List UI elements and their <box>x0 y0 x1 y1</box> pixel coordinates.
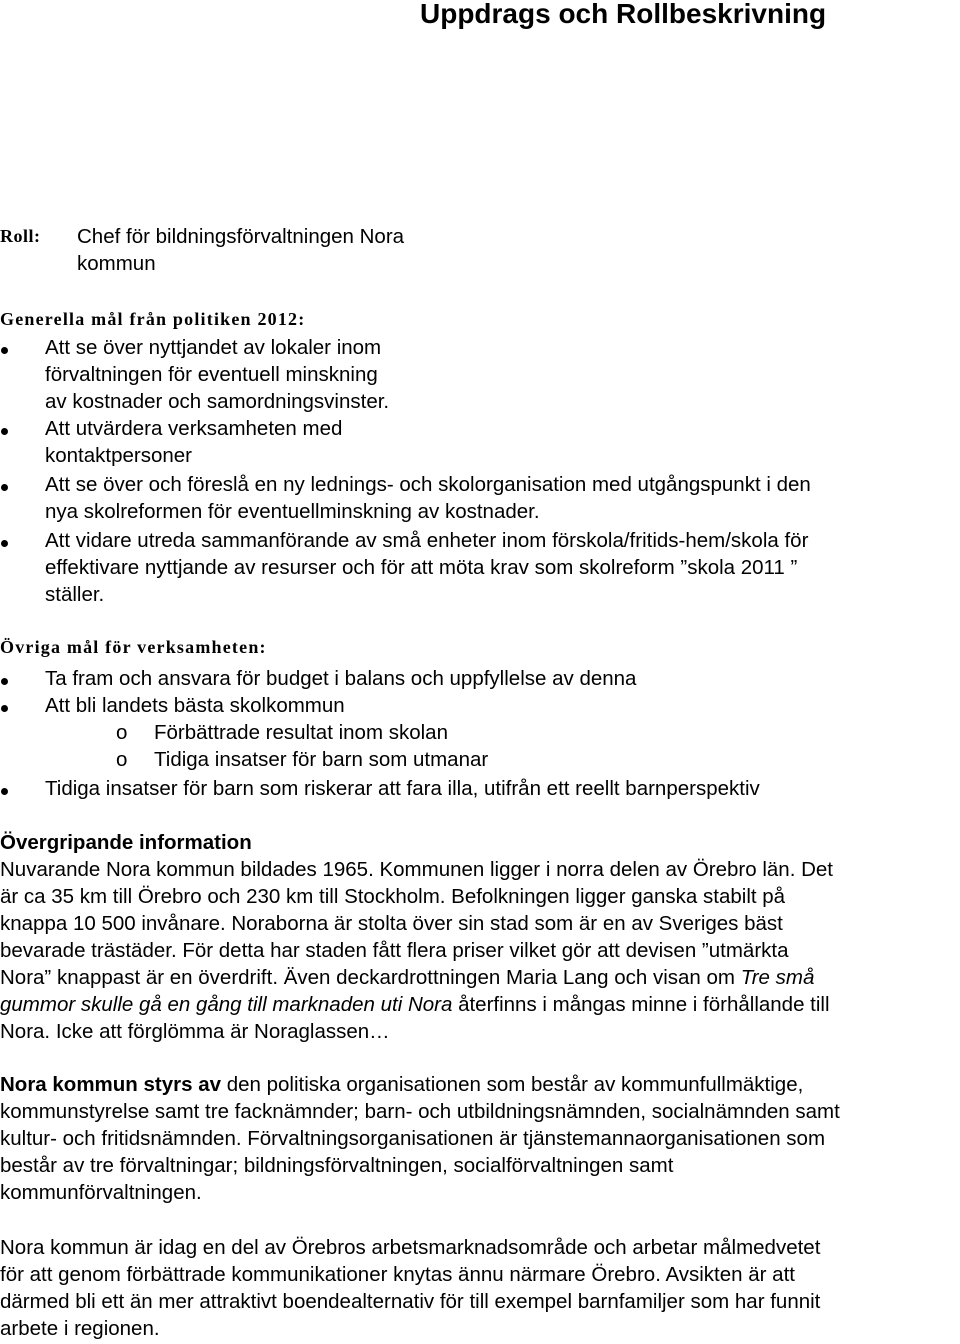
circle-marker-icon: o <box>116 748 128 771</box>
bullet-icon <box>1 347 8 354</box>
bullet-icon <box>1 705 8 712</box>
bullet-icon <box>1 788 8 795</box>
ovriga-heading: Övriga mål för verksamheten: <box>0 637 267 657</box>
generella-heading: Generella mål från politiken 2012: <box>0 309 306 329</box>
overgripande-heading: Övergripande information <box>0 831 252 854</box>
region-paragraph: Nora kommun är idag en del av Örebros arbetsmarknadsområde och arbetar målmedvetet för att genom förbättrade kommunikationer knytas ännu närmare Örebro. Avsikten är att därmed bli ett än mer attraktivt boendealternativ för till exempel barnfamiljer som har funnit arbete i regionen. <box>0 1236 821 1340</box>
roll-label: Roll: <box>0 226 41 246</box>
list-item: Att utvärdera verksamheten med kontaktpersoner <box>0 415 960 469</box>
list-item: Att vidare utreda sammanförande av små enheter inom förskola/fritids-hem/skola för effektivare nyttjande av resurser och för att möta krav som skolreform ”skola 2011 ” ställer. <box>0 527 960 608</box>
list-item: Ta fram och ansvara för budget i balans och uppfyllelse av denna <box>0 665 960 692</box>
list-item: Tidiga insatser för barn som riskerar att fara illa, utifrån ett reellt barnperspektiv <box>0 775 960 802</box>
sub-list-item: o Tidiga insatser för barn som utmanar <box>116 748 489 771</box>
bullet-icon <box>1 678 8 685</box>
list-item: Att bli landets bästa skolkommun <box>0 692 960 719</box>
sub-list-item: o Förbättrade resultat inom skolan <box>116 721 448 744</box>
styrs-paragraph: Nora kommun styrs av den politiska organisationen som består av kommunfullmäktige, kommunstyrelse samt tre facknämnder; barn- och utbildningsnämnden, socialnämnden samt kultur- och fritidsnämnden. Förvaltningsorganisationen är tjänstemannaorganisationen som består av tre förvaltningar; bildningsförvaltningen, socialförvaltningen samt kommunförvaltningen. <box>0 1073 840 1204</box>
list-item: Att se över nyttjandet av lokaler inom förvaltningen för eventuell minskning av kostnader och samordningsvinster. <box>0 334 960 415</box>
overgripande-paragraph: Nuvarande Nora kommun bildades 1965. Kommunen ligger i norra delen av Örebro län. Det är ca 35 km till Örebro och 230 km till Stockholm. Befolkningen ligger ganska stabilt på knappa 10 500 invånare. Noraborna är stolta över sin stad som är en av Sveriges bäst bevarade trästäder. För detta har staden fått flera priser vilket gör att devisen ”utmärkta Nora” knappast är en överdrift. Även deckardrottningen Maria Lang och visan om Tre små gummor skulle gå en gång till marknaden uti Nora återfinns i mångas minne i förhållande till Nora. Icke att förglömma är Noraglassen… <box>0 858 833 1043</box>
bullet-icon <box>1 540 8 547</box>
circle-marker-icon: o <box>116 721 128 744</box>
roll-text: Chef för bildningsförvaltningen Nora kommun <box>77 225 405 275</box>
list-item: Att se över och föreslå en ny lednings- och skolorganisation med utgångspunkt i den nya skolreformen för eventuellminskning av kostnader. <box>0 471 960 525</box>
page-title: Uppdrags och Rollbeskrivning <box>420 0 827 29</box>
bullet-icon <box>1 428 8 435</box>
bullet-icon <box>1 484 8 491</box>
